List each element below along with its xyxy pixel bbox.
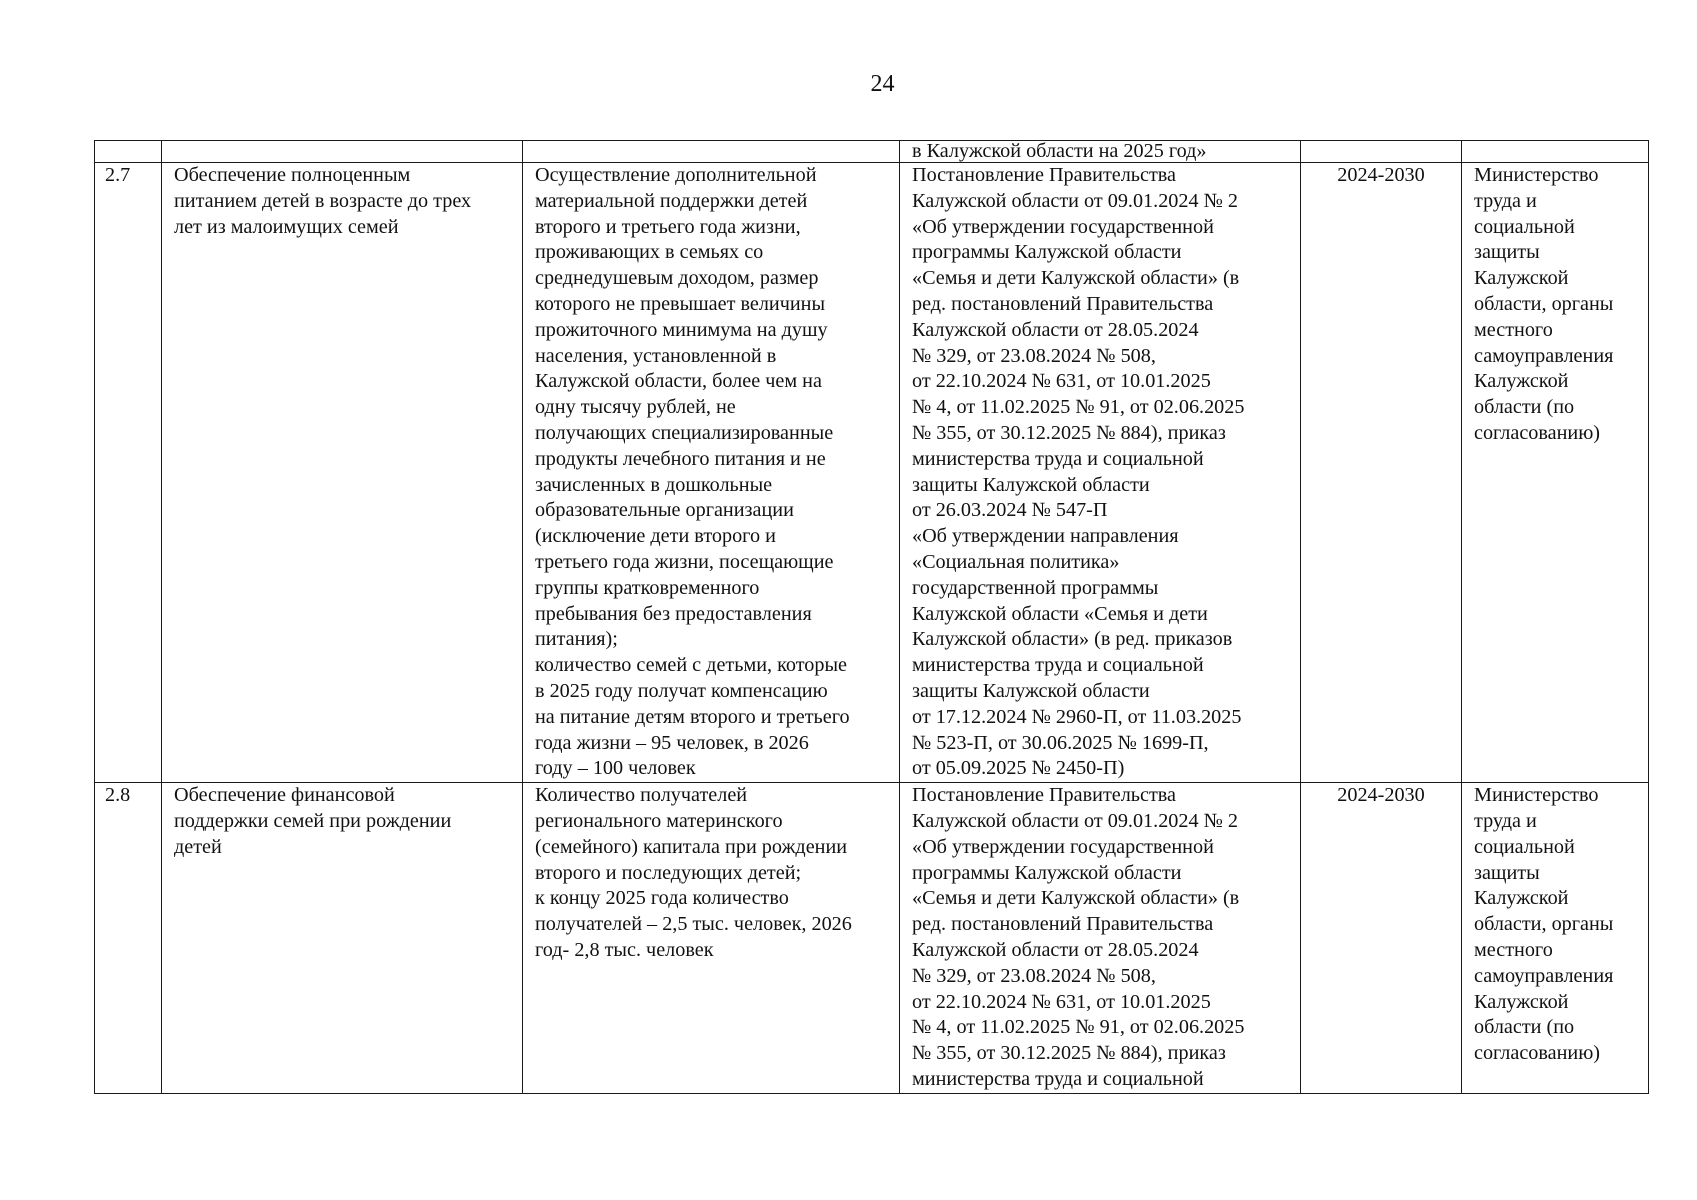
text-line: Калужской области от 09.01.2024 № 2 bbox=[912, 809, 1239, 832]
period-cell bbox=[1301, 141, 1462, 163]
text-line: социальной bbox=[1474, 835, 1575, 858]
text-line: получающих специализированные bbox=[535, 421, 834, 444]
text-line: № 523-П, от 30.06.2025 № 1699-П, bbox=[912, 731, 1209, 754]
text-line: согласованию) bbox=[1474, 1042, 1601, 1065]
text-line: ред. постановлений Правительства bbox=[912, 292, 1214, 315]
text-line: получателей – 2,5 тыс. человек, 2026 bbox=[535, 913, 852, 936]
text-line: одну тысячу рублей, не bbox=[535, 396, 736, 419]
text-line: лет из малоимущих семей bbox=[174, 215, 399, 238]
text-line: от 17.12.2024 № 2960-П, от 11.03.2025 bbox=[912, 705, 1242, 728]
text-line: «Об утверждении государственной bbox=[912, 835, 1214, 858]
row-number: 2.8 bbox=[95, 783, 162, 1094]
table-row bbox=[95, 783, 1649, 1094]
text-line: Калужской области от 28.05.2024 bbox=[912, 938, 1199, 961]
text-line: «Семья и дети Калужской области» (в bbox=[912, 887, 1240, 910]
text-line: прожиточного минимума на душу bbox=[535, 318, 828, 341]
text-line: второго и последующих детей; bbox=[535, 861, 802, 884]
text-line: от 05.09.2025 № 2450-П) bbox=[912, 757, 1125, 780]
text-line: труда и bbox=[1474, 809, 1537, 832]
text-line: питанием детей в возрасте до трех bbox=[174, 189, 472, 212]
table-row bbox=[95, 163, 1649, 783]
legal-basis-cell bbox=[900, 163, 1301, 783]
text-line: от 22.10.2024 № 631, от 10.01.2025 bbox=[912, 370, 1211, 393]
task-cell bbox=[162, 163, 523, 783]
text-line: государственной программы bbox=[912, 576, 1159, 599]
text-line: области (по bbox=[1474, 396, 1575, 419]
table-row-continuation bbox=[95, 141, 1649, 163]
text-line: ред. постановлений Правительства bbox=[912, 913, 1214, 936]
text-line: Министерство bbox=[1474, 784, 1599, 807]
text-line: Калужской bbox=[1474, 887, 1569, 910]
text-line: № 4, от 11.02.2025 № 91, от 02.06.2025 bbox=[912, 396, 1245, 419]
text-line: количество семей с детьми, которые bbox=[535, 654, 847, 677]
text-line: году – 100 человек bbox=[535, 757, 696, 780]
text-line: области, органы bbox=[1474, 913, 1614, 936]
num-cell bbox=[95, 141, 162, 163]
text-line: Калужской bbox=[1474, 267, 1569, 290]
period-cell: 2024-2030 bbox=[1301, 783, 1462, 1094]
measures-table bbox=[94, 140, 1649, 1094]
text-line: детей bbox=[174, 835, 222, 858]
text-line: (исключение дети второго и bbox=[535, 525, 776, 548]
text-line: области, органы bbox=[1474, 292, 1614, 315]
text-line: местного bbox=[1474, 938, 1553, 961]
text-line: к концу 2025 года количество bbox=[535, 887, 789, 910]
text-line: Калужской области «Семья и дети bbox=[912, 602, 1208, 625]
text-line: защиты bbox=[1474, 861, 1540, 884]
executor-cell bbox=[1462, 141, 1649, 163]
text-line: (семейного) капитала при рождении bbox=[535, 835, 848, 858]
text-line: защиты Калужской области bbox=[912, 473, 1150, 496]
text-line: № 4, от 11.02.2025 № 91, от 02.06.2025 bbox=[912, 1016, 1245, 1039]
indicator-cell bbox=[523, 141, 900, 163]
legal-basis-cell bbox=[900, 783, 1301, 1094]
text-line: министерства труда и социальной bbox=[912, 1067, 1204, 1090]
text-line: области (по bbox=[1474, 1016, 1575, 1039]
text-line: Калужской области, более чем на bbox=[535, 370, 822, 393]
row-number: 2.7 bbox=[95, 163, 162, 783]
text-line: «Об утверждении направления bbox=[912, 525, 1179, 548]
text-line: № 355, от 30.12.2025 № 884), приказ bbox=[912, 1042, 1226, 1065]
text-line: от 26.03.2024 № 547-П bbox=[912, 499, 1108, 522]
text-line: Постановление Правительства bbox=[912, 784, 1177, 807]
text-line: Калужской области от 28.05.2024 bbox=[912, 318, 1199, 341]
executor-cell bbox=[1462, 783, 1649, 1094]
text-line: второго и третьего года жизни, bbox=[535, 215, 801, 238]
task-cell bbox=[162, 783, 523, 1094]
text-line: материальной поддержки детей bbox=[535, 189, 808, 212]
text-line: зачисленных в дошкольные bbox=[535, 473, 773, 496]
text-line: труда и bbox=[1474, 189, 1537, 212]
text-line: министерства труда и социальной bbox=[912, 654, 1204, 677]
text-line: «Об утверждении государственной bbox=[912, 215, 1214, 238]
text-line: № 329, от 23.08.2024 № 508, bbox=[912, 964, 1156, 987]
text-line: проживающих в семьях со bbox=[535, 241, 764, 264]
text-line: года жизни – 95 человек, в 2026 bbox=[535, 731, 809, 754]
indicator-cell bbox=[523, 783, 900, 1094]
text-line: министерства труда и социальной bbox=[912, 447, 1204, 470]
text-line: защиты bbox=[1474, 241, 1540, 264]
text-line: социальной bbox=[1474, 215, 1575, 238]
text-line: местного bbox=[1474, 318, 1553, 341]
text-line: Постановление Правительства bbox=[912, 164, 1177, 186]
text-line: питания); bbox=[535, 628, 618, 651]
text-line: «Социальная политика» bbox=[912, 550, 1120, 573]
text-line: Калужской bbox=[1474, 990, 1569, 1013]
text-line: которого не превышает величины bbox=[535, 292, 826, 315]
text-line: среднедушевым доходом, размер bbox=[535, 267, 819, 290]
text-line: продукты лечебного питания и не bbox=[535, 447, 826, 470]
text-line: Калужской области» (в ред. приказов bbox=[912, 628, 1233, 651]
text-line: Калужской bbox=[1474, 370, 1569, 393]
text-line: образовательные организации bbox=[535, 499, 794, 522]
text-line: регионального материнского bbox=[535, 809, 783, 832]
text-line: от 22.10.2024 № 631, от 10.01.2025 bbox=[912, 990, 1211, 1013]
text-line: самоуправления bbox=[1474, 964, 1614, 987]
page-number: 24 bbox=[870, 71, 895, 97]
period-cell: 2024-2030 bbox=[1301, 163, 1462, 783]
task-cell bbox=[162, 141, 523, 163]
text-line: № 355, от 30.12.2025 № 884), приказ bbox=[912, 421, 1226, 444]
indicator-cell bbox=[523, 163, 900, 783]
text-line: программы Калужской области bbox=[912, 861, 1182, 884]
text-line: пребывания без предоставления bbox=[535, 602, 812, 625]
text-line: самоуправления bbox=[1474, 344, 1614, 367]
text-line: «Семья и дети Калужской области» (в bbox=[912, 267, 1240, 290]
text-line: Количество получателей bbox=[535, 784, 748, 807]
text-line: в 2025 году получат компенсацию bbox=[535, 679, 828, 702]
legal-basis-cell: в Калужской области на 2025 год» bbox=[900, 141, 1301, 163]
text-line: Калужской области от 09.01.2024 № 2 bbox=[912, 189, 1239, 212]
text-line: третьего года жизни, посещающие bbox=[535, 550, 834, 573]
text-line: Обеспечение полноценным bbox=[174, 164, 411, 186]
text-line: программы Калужской области bbox=[912, 241, 1182, 264]
text-line: год- 2,8 тыс. человек bbox=[535, 938, 714, 961]
text-line: Министерство bbox=[1474, 164, 1599, 186]
text-line: Осуществление дополнительной bbox=[535, 164, 817, 186]
text-line: группы кратковременного bbox=[535, 576, 760, 599]
text-line: поддержки семей при рождении bbox=[174, 809, 452, 832]
text-line: Обеспечение финансовой bbox=[174, 784, 395, 807]
executor-cell bbox=[1462, 163, 1649, 783]
text-line: № 329, от 23.08.2024 № 508, bbox=[912, 344, 1156, 367]
text-line: согласованию) bbox=[1474, 421, 1601, 444]
text-line: на питание детям второго и третьего bbox=[535, 705, 850, 728]
text-line: населения, установленной в bbox=[535, 344, 777, 367]
text-line: защиты Калужской области bbox=[912, 679, 1150, 702]
